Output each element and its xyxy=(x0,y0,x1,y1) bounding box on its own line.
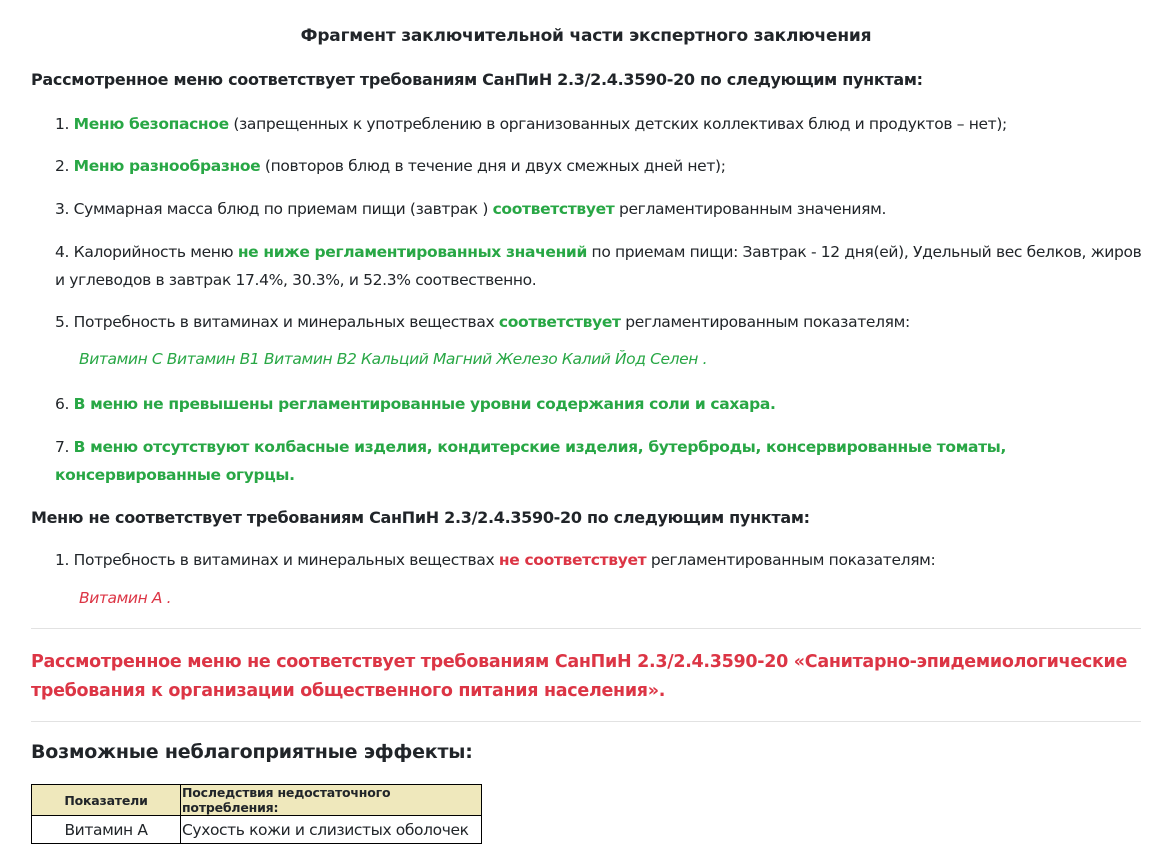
cell-indicator: Витамин A xyxy=(32,816,181,844)
item-number: 6. xyxy=(55,395,70,413)
item-highlight: не соответствует xyxy=(498,551,647,569)
effects-table xyxy=(31,784,482,844)
item-text-pre: Потребность в витаминах и минеральных веществах xyxy=(69,313,499,331)
item-text: (запрещенных к употреблению в организованных детских коллективах блюд и продуктов – нет); xyxy=(228,115,1007,133)
item-text: регламентированным показателям: xyxy=(620,313,910,331)
compliant-item-1 xyxy=(55,110,1145,138)
item-highlight: соответствует xyxy=(498,313,621,331)
verdict: Рассмотренное меню не соответствует требованиям СанПиН 2.3/2.4.3590-20 «Санитарно-эпидемиологические требования к организации общественного питания населения». xyxy=(31,652,1128,701)
compliant-item-7 xyxy=(55,433,1055,489)
item-highlight: не ниже регламентированных значений xyxy=(237,243,587,261)
noncompliant-item-1 xyxy=(55,546,1145,574)
item-highlight: Меню разнообразное xyxy=(73,157,261,175)
compliant-item-5 xyxy=(55,308,1145,336)
table-header-row xyxy=(32,785,482,816)
column-header-indicator: Показатели xyxy=(32,785,181,816)
cell-consequence: Сухость кожи и слизистых оболочек xyxy=(181,816,482,844)
column-header-consequences: Последствия недостаточного потребления: xyxy=(181,785,482,816)
noncompliant-heading: Меню не соответствует требованиям СанПиН 2.3/2.4.3590-20 по следующим пунктам: xyxy=(31,508,810,527)
item-text: (повторов блюд в течение дня и двух смежных дней нет); xyxy=(260,157,726,175)
item-text: регламентированным показателям: xyxy=(646,551,936,569)
item-text-pre: Суммарная масса блюд по приемам пищи (завтрак ) xyxy=(69,200,493,218)
item-number: 4. xyxy=(55,243,70,261)
page-title: Фрагмент заключительной части экспертного заключения xyxy=(300,26,872,46)
compliant-item-6 xyxy=(55,390,1145,418)
item-number: 1. xyxy=(55,115,70,133)
effects-heading: Возможные неблагоприятные эффекты: xyxy=(31,741,473,763)
item-number: 5. xyxy=(55,313,70,331)
compliant-item-2 xyxy=(55,152,1145,180)
compliant-nutrients-list: Витамин C Витамин B1 Витамин B2 Кальций Магний Железо Калий Йод Селен . xyxy=(79,350,708,368)
item-number: 2. xyxy=(55,157,70,175)
noncompliant-nutrients-list: Витамин A . xyxy=(79,589,172,607)
item-highlight: соответствует xyxy=(492,200,615,218)
compliant-heading: Рассмотренное меню соответствует требованиям СанПиН 2.3/2.4.3590-20 по следующим пунктам: xyxy=(31,70,923,89)
item-highlight: Меню безопасное xyxy=(73,115,229,133)
item-text: по приемам пищи: Завтрак - 12 дня(ей), Удельный вес белков, жиров и углеводов в завтрак 17.4%, 30.3%, и 52.3% соотвественно. xyxy=(55,243,1142,289)
item-text: регламентированным значениям. xyxy=(614,200,887,218)
item-number: 3. xyxy=(55,200,70,218)
item-number: 1. xyxy=(55,551,70,569)
item-highlight: В меню не превышены регламентированные уровни содержания соли и сахара. xyxy=(73,395,776,413)
item-number: 7. xyxy=(55,438,70,456)
item-text-pre: Потребность в витаминах и минеральных веществах xyxy=(69,551,499,569)
divider xyxy=(31,721,1141,722)
table-row xyxy=(32,816,482,844)
compliant-item-3 xyxy=(55,195,1145,223)
compliant-item-4 xyxy=(55,238,1145,294)
item-text-pre: Калорийность меню xyxy=(69,243,238,261)
item-highlight: В меню отсутствуют колбасные изделия, кондитерские изделия, бутерброды, консервированные томаты, консервированные огурцы. xyxy=(55,438,1006,484)
divider xyxy=(31,628,1141,629)
